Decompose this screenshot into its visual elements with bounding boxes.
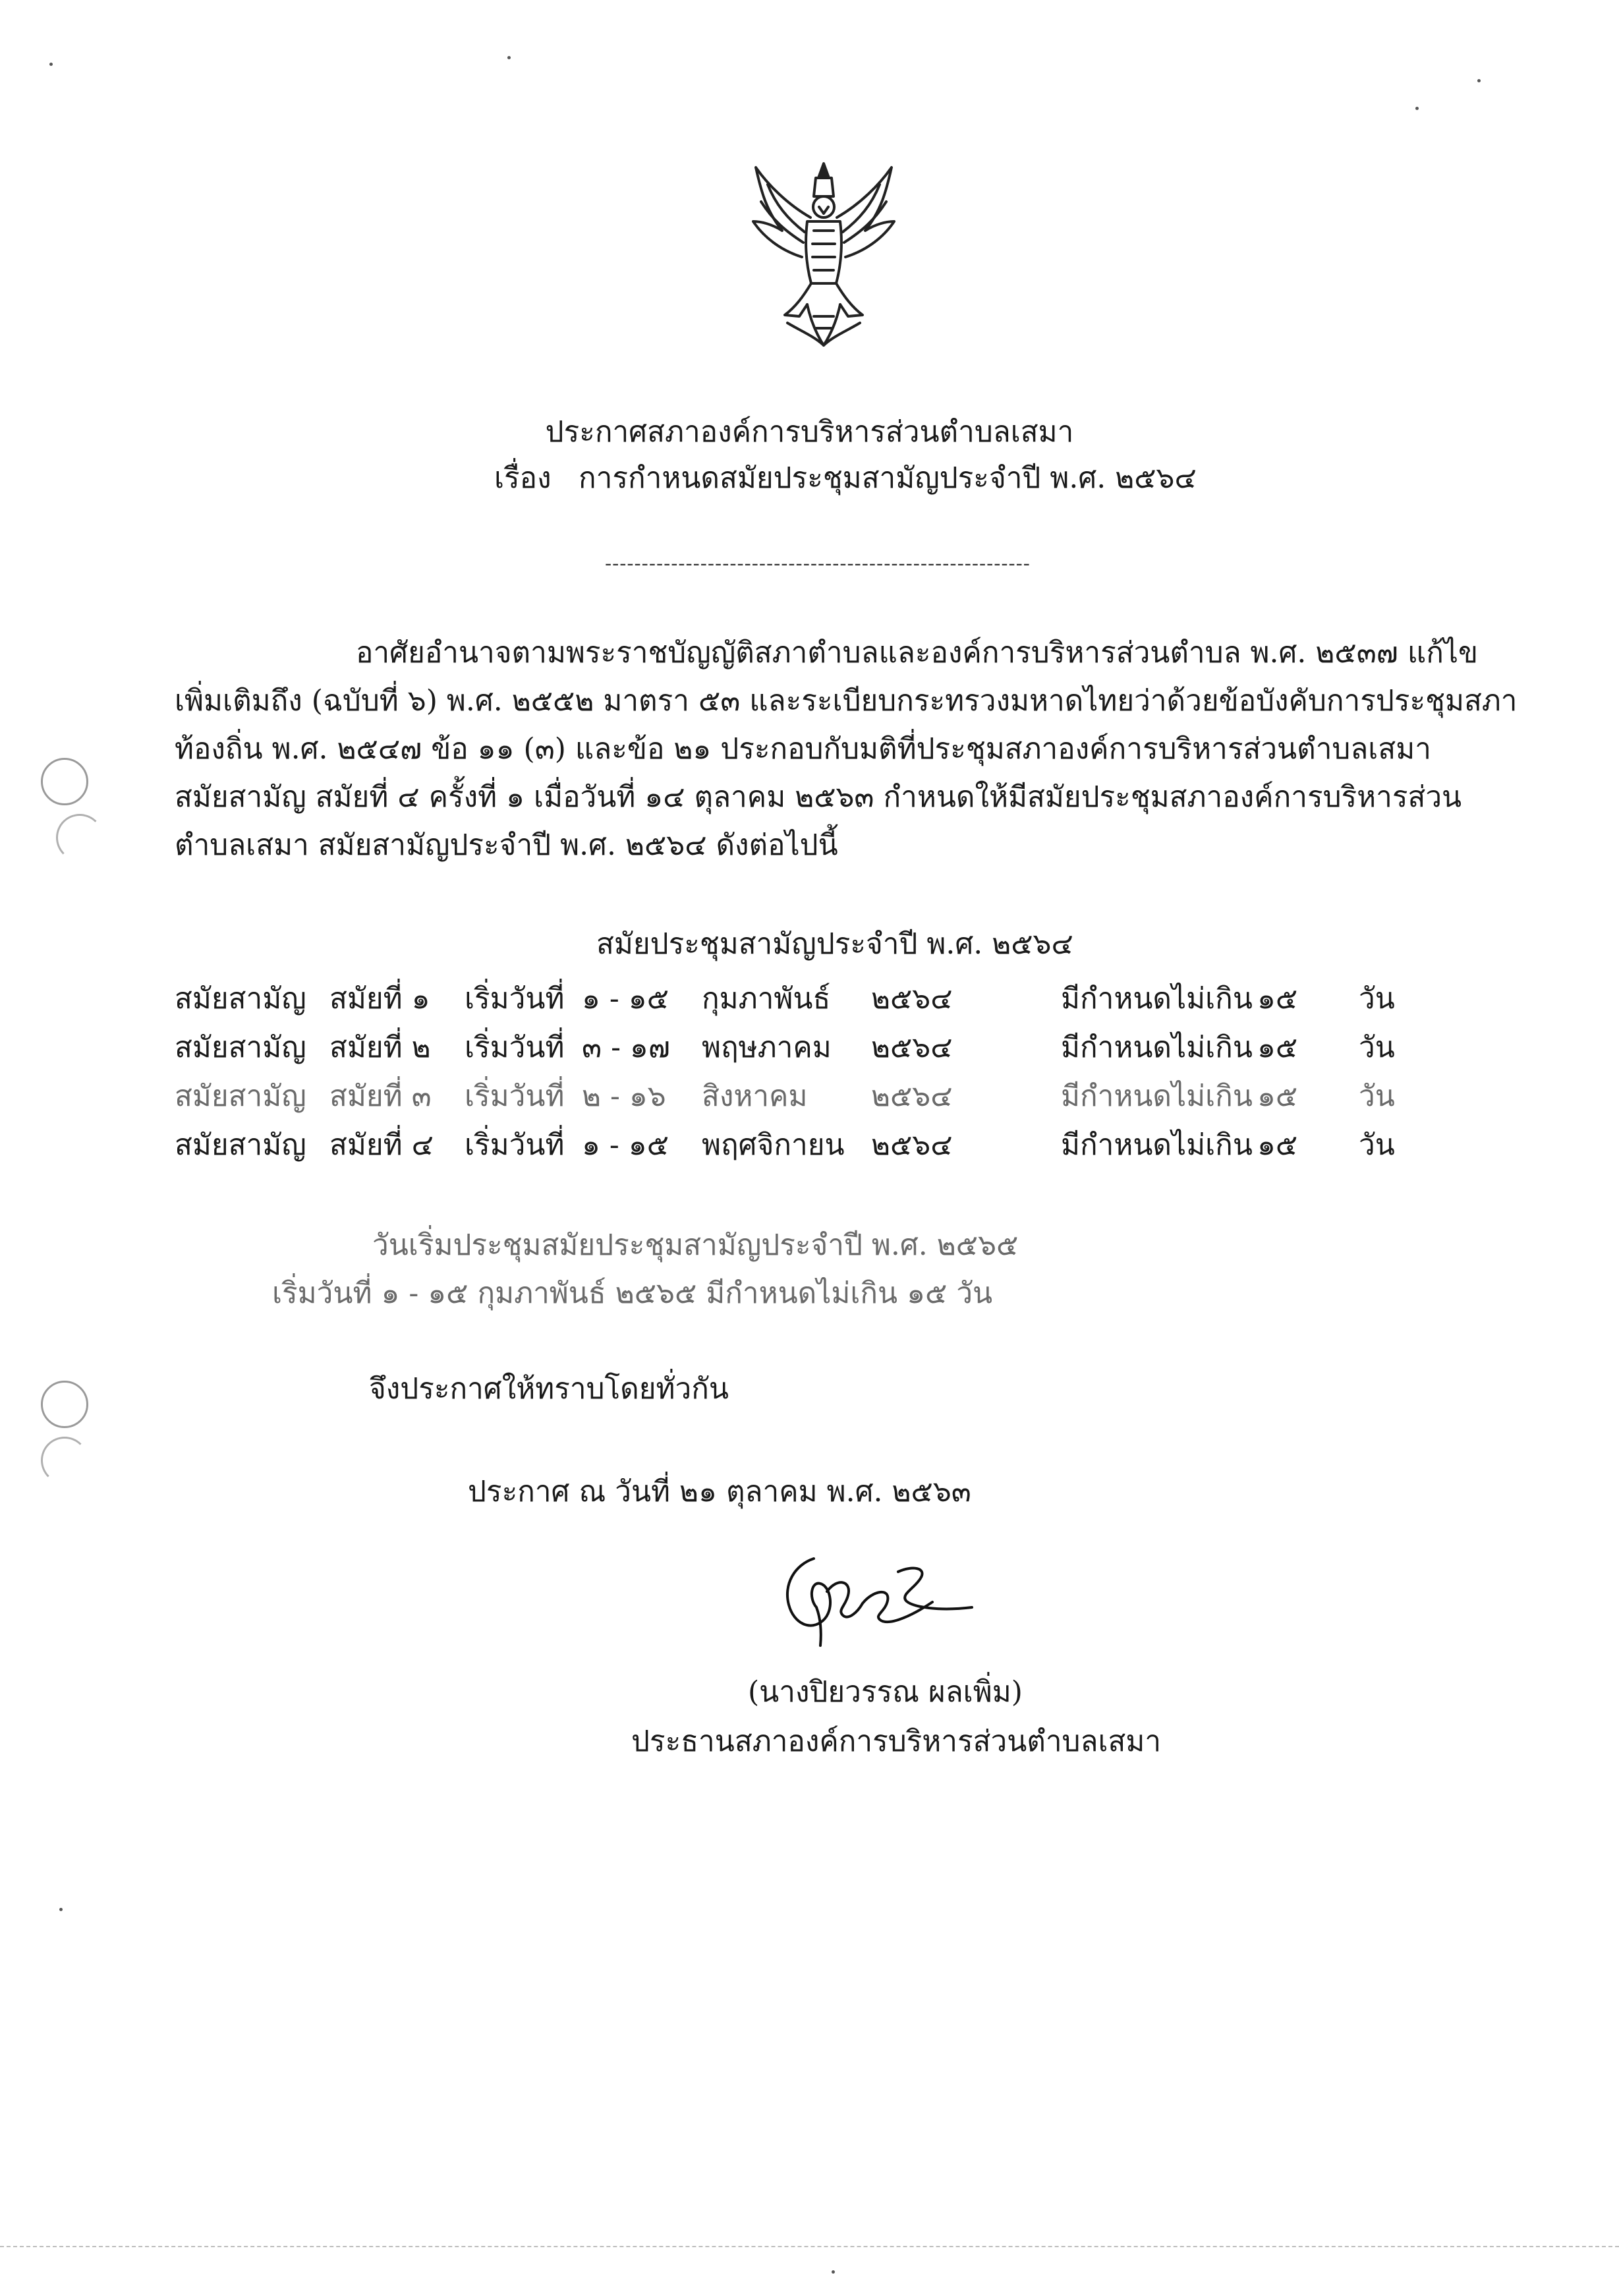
session-year: ๒๕๖๔ [871, 982, 953, 1016]
limit-days: ๑๕ [1257, 1128, 1298, 1162]
scan-speck [49, 63, 53, 66]
session-month: กุมภาพันธ์ [702, 982, 831, 1016]
limit-days: ๑๕ [1257, 1031, 1298, 1064]
paragraph-line-1: อาศัยอำนาจตามพระราชบัญญัติสภาตำบลและองค์การบริหารส่วนตำบล พ.ศ. ๒๕๓๗ แก้ไข [356, 636, 1479, 670]
session-number: สมัยที่ ๑ [329, 982, 430, 1016]
garuda-emblem [741, 158, 906, 349]
session-days: ๒ - ๑๖ [582, 1079, 666, 1113]
start-label: เริ่มวันที่ [465, 1031, 565, 1064]
scan-speck [1415, 107, 1419, 110]
start-label: เริ่มวันที่ [465, 1128, 565, 1162]
scan-speck [832, 2270, 835, 2274]
limit-label: มีกำหนดไม่เกิน [1061, 1031, 1253, 1064]
session-days: ๓ - ๑๗ [582, 1031, 670, 1064]
session-type: สมัยสามัญ [175, 982, 306, 1016]
punch-hole [41, 758, 88, 805]
start-label: เริ่มวันที่ [465, 1079, 565, 1113]
punch-hole [41, 1437, 88, 1484]
separator-line: ---------------------------------------------------------- [605, 552, 1031, 575]
schedule-row [0, 981, 1619, 1020]
document-title: ประกาศสภาองค์การบริหารส่วนตำบลเสมา [545, 415, 1074, 449]
signer-position: ประธานสภาองค์การบริหารส่วนตำบลเสมา [631, 1725, 1162, 1758]
paragraph-line-5: ตำบลเสมา สมัยสามัญประจำปี พ.ศ. ๒๕๖๔ ดังต่อไปนี้ [175, 828, 838, 862]
subject-prefix: เรื่อง [494, 461, 552, 495]
start-label: เริ่มวันที่ [465, 982, 565, 1016]
scan-speck [507, 56, 511, 59]
session-year: ๒๕๖๔ [871, 1128, 953, 1162]
subject-text: การกำหนดสมัยประชุมสามัญประจำปี พ.ศ. ๒๕๖๔ [579, 461, 1197, 495]
signer-name: (นางปิยวรรณ ผลเพิ่ม) [748, 1675, 1023, 1709]
session-days: ๑ - ๑๕ [582, 1128, 669, 1162]
paragraph-line-4: สมัยสามัญ สมัยที่ ๔ ครั้งที่ ๑ เมื่อวันที่ ๑๔ ตุลาคม ๒๕๖๓ กำหนดให้มีสมัยประชุมสภาองค์การบริหารส่วน [175, 780, 1462, 814]
session-month: พฤษภาคม [702, 1031, 832, 1064]
next-year-line: เริ่มวันที่ ๑ - ๑๕ กุมภาพันธ์ ๒๕๖๕ มีกำหนดไม่เกิน ๑๕ วัน [272, 1277, 993, 1310]
session-year: ๒๕๖๔ [871, 1079, 953, 1113]
punch-hole [56, 814, 103, 861]
next-year-heading: วันเริ่มประชุมสมัยประชุมสามัญประจำปี พ.ศ. ๒๕๖๕ [372, 1228, 1019, 1262]
session-year: ๒๕๖๔ [871, 1031, 953, 1064]
limit-days: ๑๕ [1257, 982, 1298, 1016]
announcement-date: ประกาศ ณ วันที่ ๒๑ ตุลาคม พ.ศ. ๒๕๖๓ [468, 1475, 971, 1508]
schedule-row [0, 1078, 1619, 1118]
paragraph-line-2: เพิ่มเติมถึง (ฉบับที่ ๖) พ.ศ. ๒๕๕๒ มาตรา ๕๓ และระเบียบกระทรวงมหาดไทยว่าด้วยข้อบังคับการประชุมสภา [175, 684, 1518, 718]
limit-label: มีกำหนดไม่เกิน [1061, 1079, 1253, 1113]
schedule-row [0, 1029, 1619, 1069]
session-number: สมัยที่ ๔ [329, 1128, 434, 1162]
schedule-row [0, 1127, 1619, 1166]
handwritten-signature [774, 1552, 985, 1651]
scan-edge-line [0, 2246, 1619, 2247]
announce-line: จึงประกาศให้ทราบโดยทั่วกัน [369, 1372, 729, 1406]
unit-label: วัน [1359, 1079, 1395, 1113]
scan-speck [1477, 79, 1481, 82]
session-number: สมัยที่ ๒ [329, 1031, 431, 1064]
session-month: พฤศจิกายน [702, 1128, 845, 1162]
limit-days: ๑๕ [1257, 1079, 1298, 1113]
session-month: สิงหาคม [702, 1079, 808, 1113]
unit-label: วัน [1359, 1031, 1395, 1064]
session-number: สมัยที่ ๓ [329, 1079, 432, 1113]
paragraph-line-3: ท้องถิ่น พ.ศ. ๒๕๔๗ ข้อ ๑๑ (๓) และข้อ ๒๑ ประกอบกับมติที่ประชุมสภาองค์การบริหารส่วนตำบลเสมา [175, 732, 1431, 766]
schedule-heading: สมัยประชุมสามัญประจำปี พ.ศ. ๒๕๖๔ [596, 927, 1073, 961]
punch-hole [41, 1381, 88, 1428]
unit-label: วัน [1359, 982, 1395, 1016]
limit-label: มีกำหนดไม่เกิน [1061, 982, 1253, 1016]
session-type: สมัยสามัญ [175, 1031, 306, 1064]
unit-label: วัน [1359, 1128, 1395, 1162]
scan-speck [59, 1908, 63, 1911]
session-days: ๑ - ๑๕ [582, 982, 669, 1016]
session-type: สมัยสามัญ [175, 1128, 306, 1162]
limit-label: มีกำหนดไม่เกิน [1061, 1128, 1253, 1162]
session-type: สมัยสามัญ [175, 1079, 306, 1113]
